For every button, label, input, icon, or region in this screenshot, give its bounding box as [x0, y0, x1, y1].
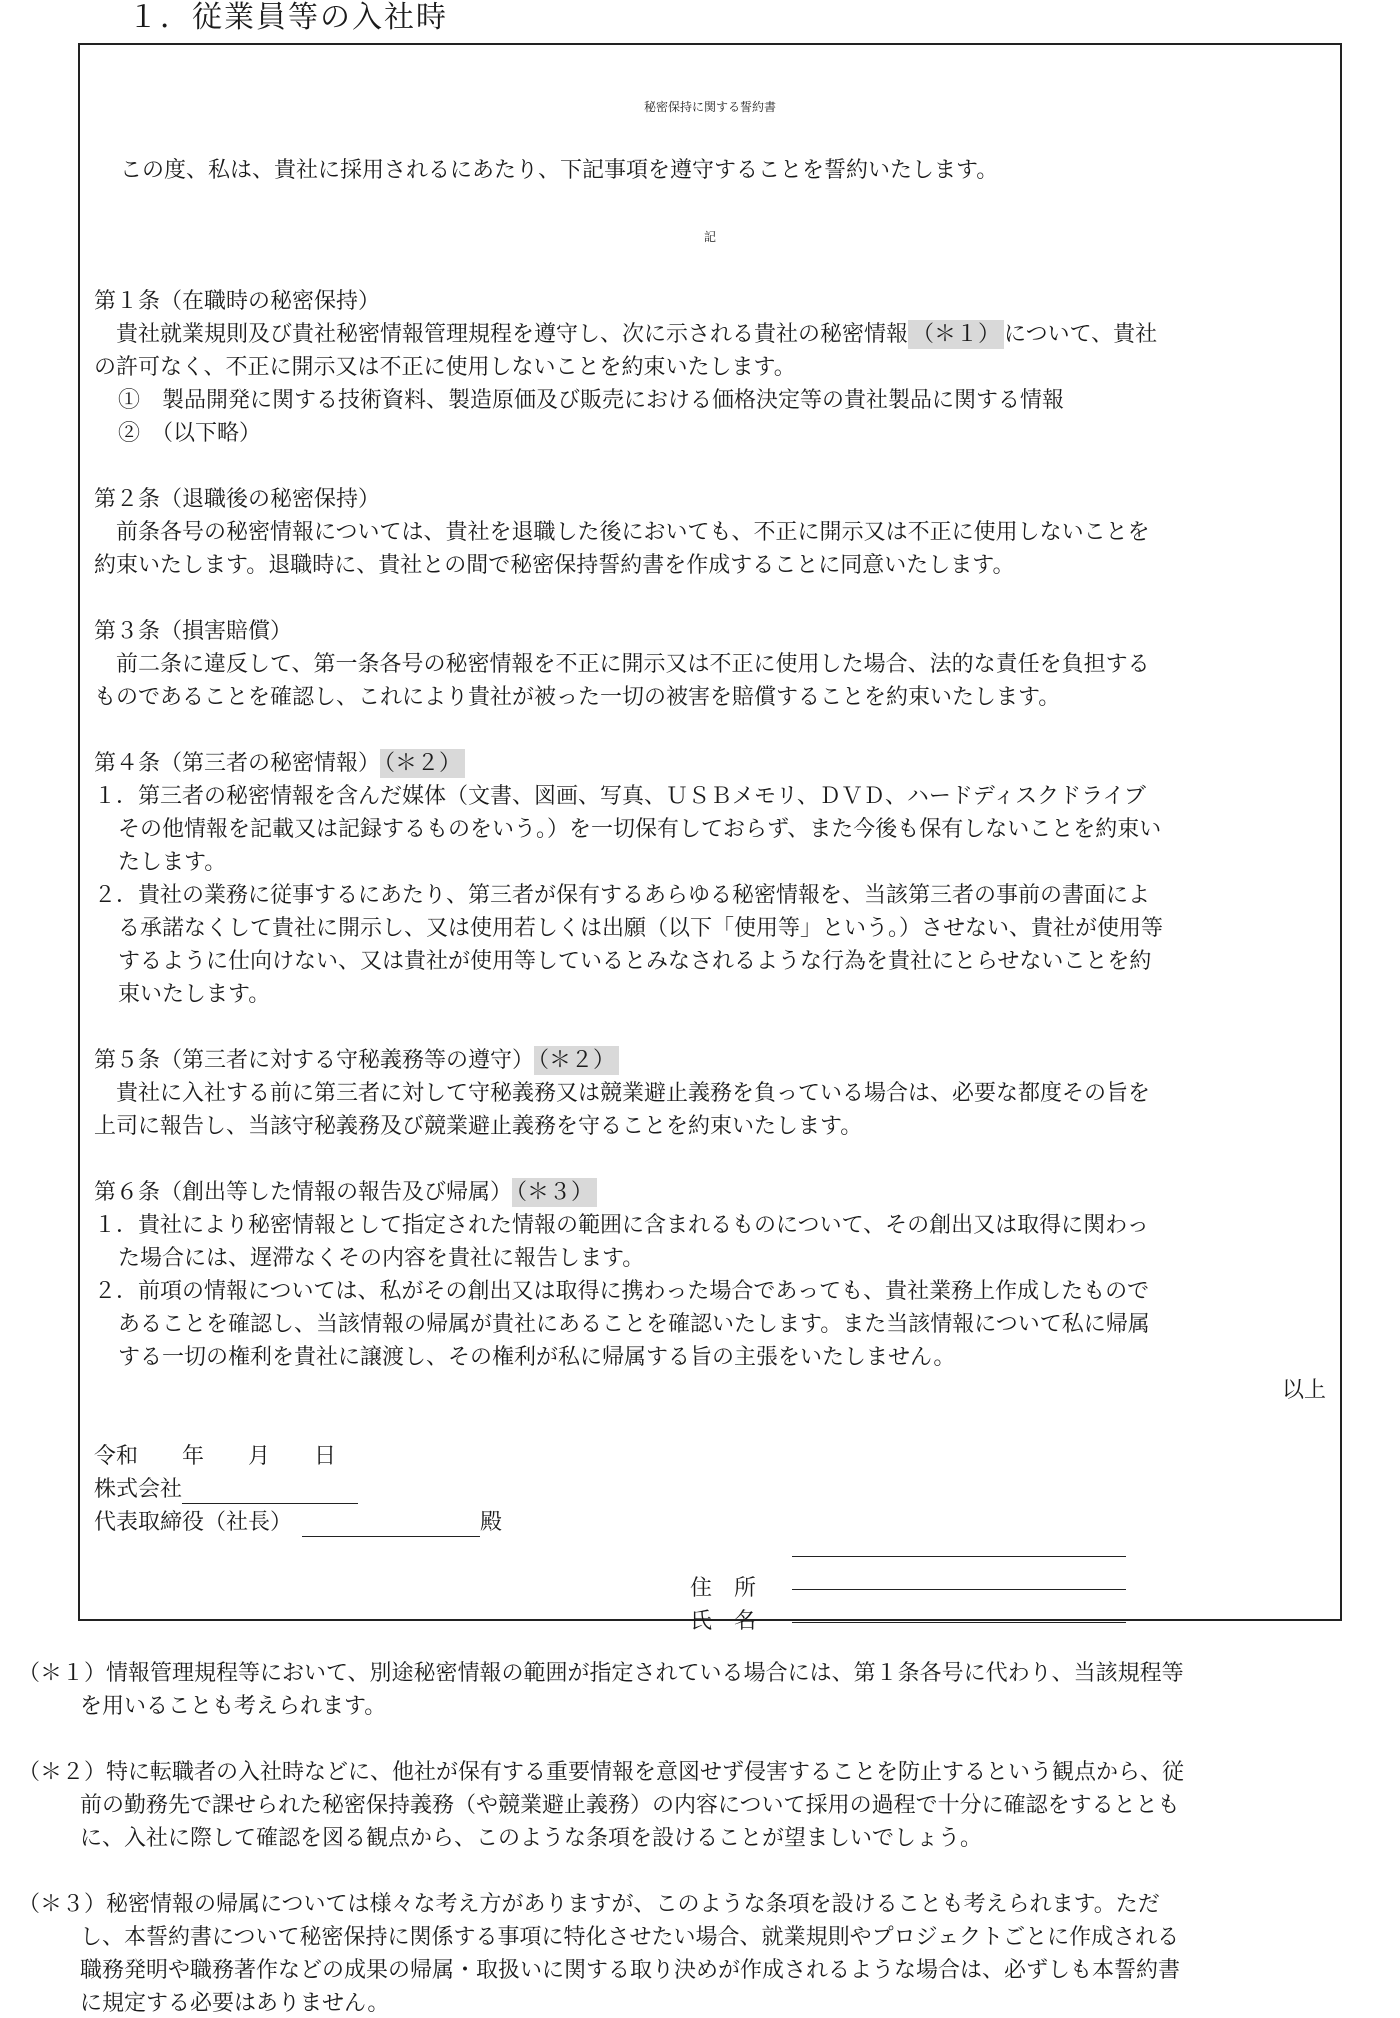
footnote-2-line-3: に、入社に際して確認を図る観点から、このような条項を設けることが望ましいでしょう。 — [80, 1826, 983, 1851]
footnote-1-line-1: （＊１）情報管理規程等において、別途秘密情報の範囲が指定されている場合には、第１条各号に代わり、当該規程等 — [18, 1661, 1184, 1686]
article-4-para-2-line-1: ２．貴社の業務に従事するにあたり、第三者が保有するあらゆる秘密情報を、当該第三者の事前の書面によ — [94, 883, 1151, 908]
article-6-para-1-line-2: た場合には、遅滞なくその内容を貴社に報告します。 — [118, 1246, 645, 1271]
article-4-para-2-line-4: 束いたします。 — [118, 982, 271, 1007]
intro-text: この度、私は、貴社に採用されるにあたり、下記事項を遵守することを誓約いたします。 — [120, 158, 999, 183]
footnote-1-line-2: を用いることも考えられます。 — [80, 1694, 387, 1719]
article-3-title: 第３条（損害賠償） — [94, 619, 293, 644]
footnote-3-line-1: （＊３）秘密情報の帰属については様々な考え方がありますが、このような条項を設けることも考えられます。ただ — [18, 1892, 1160, 1917]
article-5-line-2: 上司に報告し、当該守秘義務及び競業避止義務を守ることを約束いたします。 — [94, 1114, 863, 1139]
date-line: 令和 年 月 日 — [94, 1444, 337, 1469]
article-4-para-1-line-1: １．第三者の秘密情報を含んだ媒体（文書、図画、写真、ＵＳＢメモリ、ＤＶＤ、ハードディスクドライブ — [94, 784, 1146, 809]
article-1-item-1: ① 製品開発に関する技術資料、製造原価及び販売における価格決定等の貴社製品に関する情報 — [118, 388, 1065, 413]
name-label: 氏 名 — [690, 1609, 757, 1634]
article-4-para-2-line-3: するように仕向けない、又は貴社が使用等しているとみなされるような行為を貴社にとらせないことを約 — [118, 949, 1152, 974]
footnote-mark-3: （＊３） — [512, 1178, 597, 1207]
footnote-mark-1: （＊１） — [908, 320, 1004, 349]
pledge-document — [78, 43, 1342, 1634]
name-line — [792, 1622, 1126, 1623]
article-3-line-2: ものであることを確認し、これにより貴社が被った一切の被害を賠償することを約束いたします。 — [94, 685, 1061, 710]
company-line: 株式会社 — [94, 1476, 358, 1504]
article-4-para-1-line-2: その他情報を記載又は記録するものをいう。）を一切保有しておらず、また今後も保有しないことを約束い — [118, 817, 1162, 842]
section-heading: １．従業員等の入社時 — [128, 0, 448, 35]
document-title: 秘密保持に関する誓約書 — [643, 100, 776, 114]
article-4-title: 第４条（第三者の秘密情報） （＊２） — [94, 750, 465, 778]
article-1-item-2: ② （以下略） — [118, 421, 262, 446]
article-4-para-1-line-3: たします。 — [118, 850, 227, 875]
article-6-para-1-line-1: １．貴社により秘密情報として指定された情報の範囲に含まれるものについて、その創出又は取得に関わっ — [94, 1213, 1149, 1238]
footnote-2-line-2: 前の勤務先で課せられた秘密保持義務（や競業避止義務）の内容について採用の過程で十分に確認をするととも — [80, 1793, 1180, 1818]
article-1-title: 第１条（在職時の秘密保持） — [94, 289, 381, 314]
representative-line: 代表取締役（社長） 殿 — [94, 1510, 503, 1535]
article-6-para-2-line-3: する一切の権利を貴社に譲渡し、その権利が私に帰属する旨の主張をいたしません。 — [118, 1345, 956, 1370]
address-line-2 — [792, 1589, 1126, 1590]
article-3-line-1: 前二条に違反して、第一条各号の秘密情報を不正に開示又は不正に使用した場合、法的な責任を負担する — [94, 652, 1150, 677]
article-5-title: 第５条（第三者に対する守秘義務等の遵守） （＊２） — [94, 1047, 619, 1075]
address-line-1 — [792, 1556, 1126, 1557]
article-6-para-2-line-2: あることを確認し、当該情報の帰属が貴社にあることを確認いたします。また当該情報について私に帰属 — [118, 1312, 1150, 1337]
footnote-mark-2: （＊２） — [380, 749, 465, 778]
footnote-2-line-1: （＊２）特に転職者の入社時などに、他社が保有する重要情報を意図せず侵害することを防止するという観点から、従 — [18, 1760, 1185, 1785]
article-6-para-2-line-1: ２．前項の情報については、私がその創出又は取得に携わった場合であっても、貴社業務上作成したもので — [94, 1279, 1150, 1304]
ki-heading: 記 — [703, 230, 716, 244]
article-4-para-2-line-2: る承諾なくして貴社に開示し、又は使用若しくは出願（以下「使用等」という。）させない、貴社が使用等 — [118, 916, 1164, 941]
footnote-3-line-2: し、本誓約書について秘密保持に関係する事項に特化させたい場合、就業規則やプロジェクトごとに作成される — [80, 1925, 1180, 1950]
closing-ijou: 以上 — [1281, 1378, 1326, 1403]
article-1-body-line-1: 貴社就業規則及び貴社秘密情報管理規程を遵守し、次に示される貴社の秘密情報 （＊１） について、貴社 — [94, 322, 1158, 347]
article-6-title: 第６条（創出等した情報の報告及び帰属） （＊３） — [94, 1179, 597, 1207]
article-5-line-1: 貴社に入社する前に第三者に対して守秘義務又は競業避止義務を負っている場合は、必要な都度その旨を — [94, 1081, 1151, 1106]
article-2-line-2: 約束いたします。退職時に、貴社との間で秘密保持誓約書を作成することに同意いたします。 — [94, 553, 1015, 578]
address-label: 住 所 — [690, 1576, 757, 1601]
footnote-3-line-4: に規定する必要はありません。 — [80, 1991, 390, 2016]
footnote-3-line-3: 職務発明や職務著作などの成果の帰属・取扱いに関する取り決めが作成されるような場合は、必ずしも本誓約書 — [80, 1958, 1181, 1983]
article-2-title: 第２条（退職後の秘密保持） — [94, 487, 381, 512]
article-2-line-1: 前条各号の秘密情報については、貴社を退職した後においても、不正に開示又は不正に使用しないことを — [94, 520, 1150, 545]
footnote-mark-2b: （＊２） — [534, 1046, 619, 1075]
article-1-body-line-2: の許可なく、不正に開示又は不正に使用しないことを約束いたします。 — [94, 355, 796, 380]
